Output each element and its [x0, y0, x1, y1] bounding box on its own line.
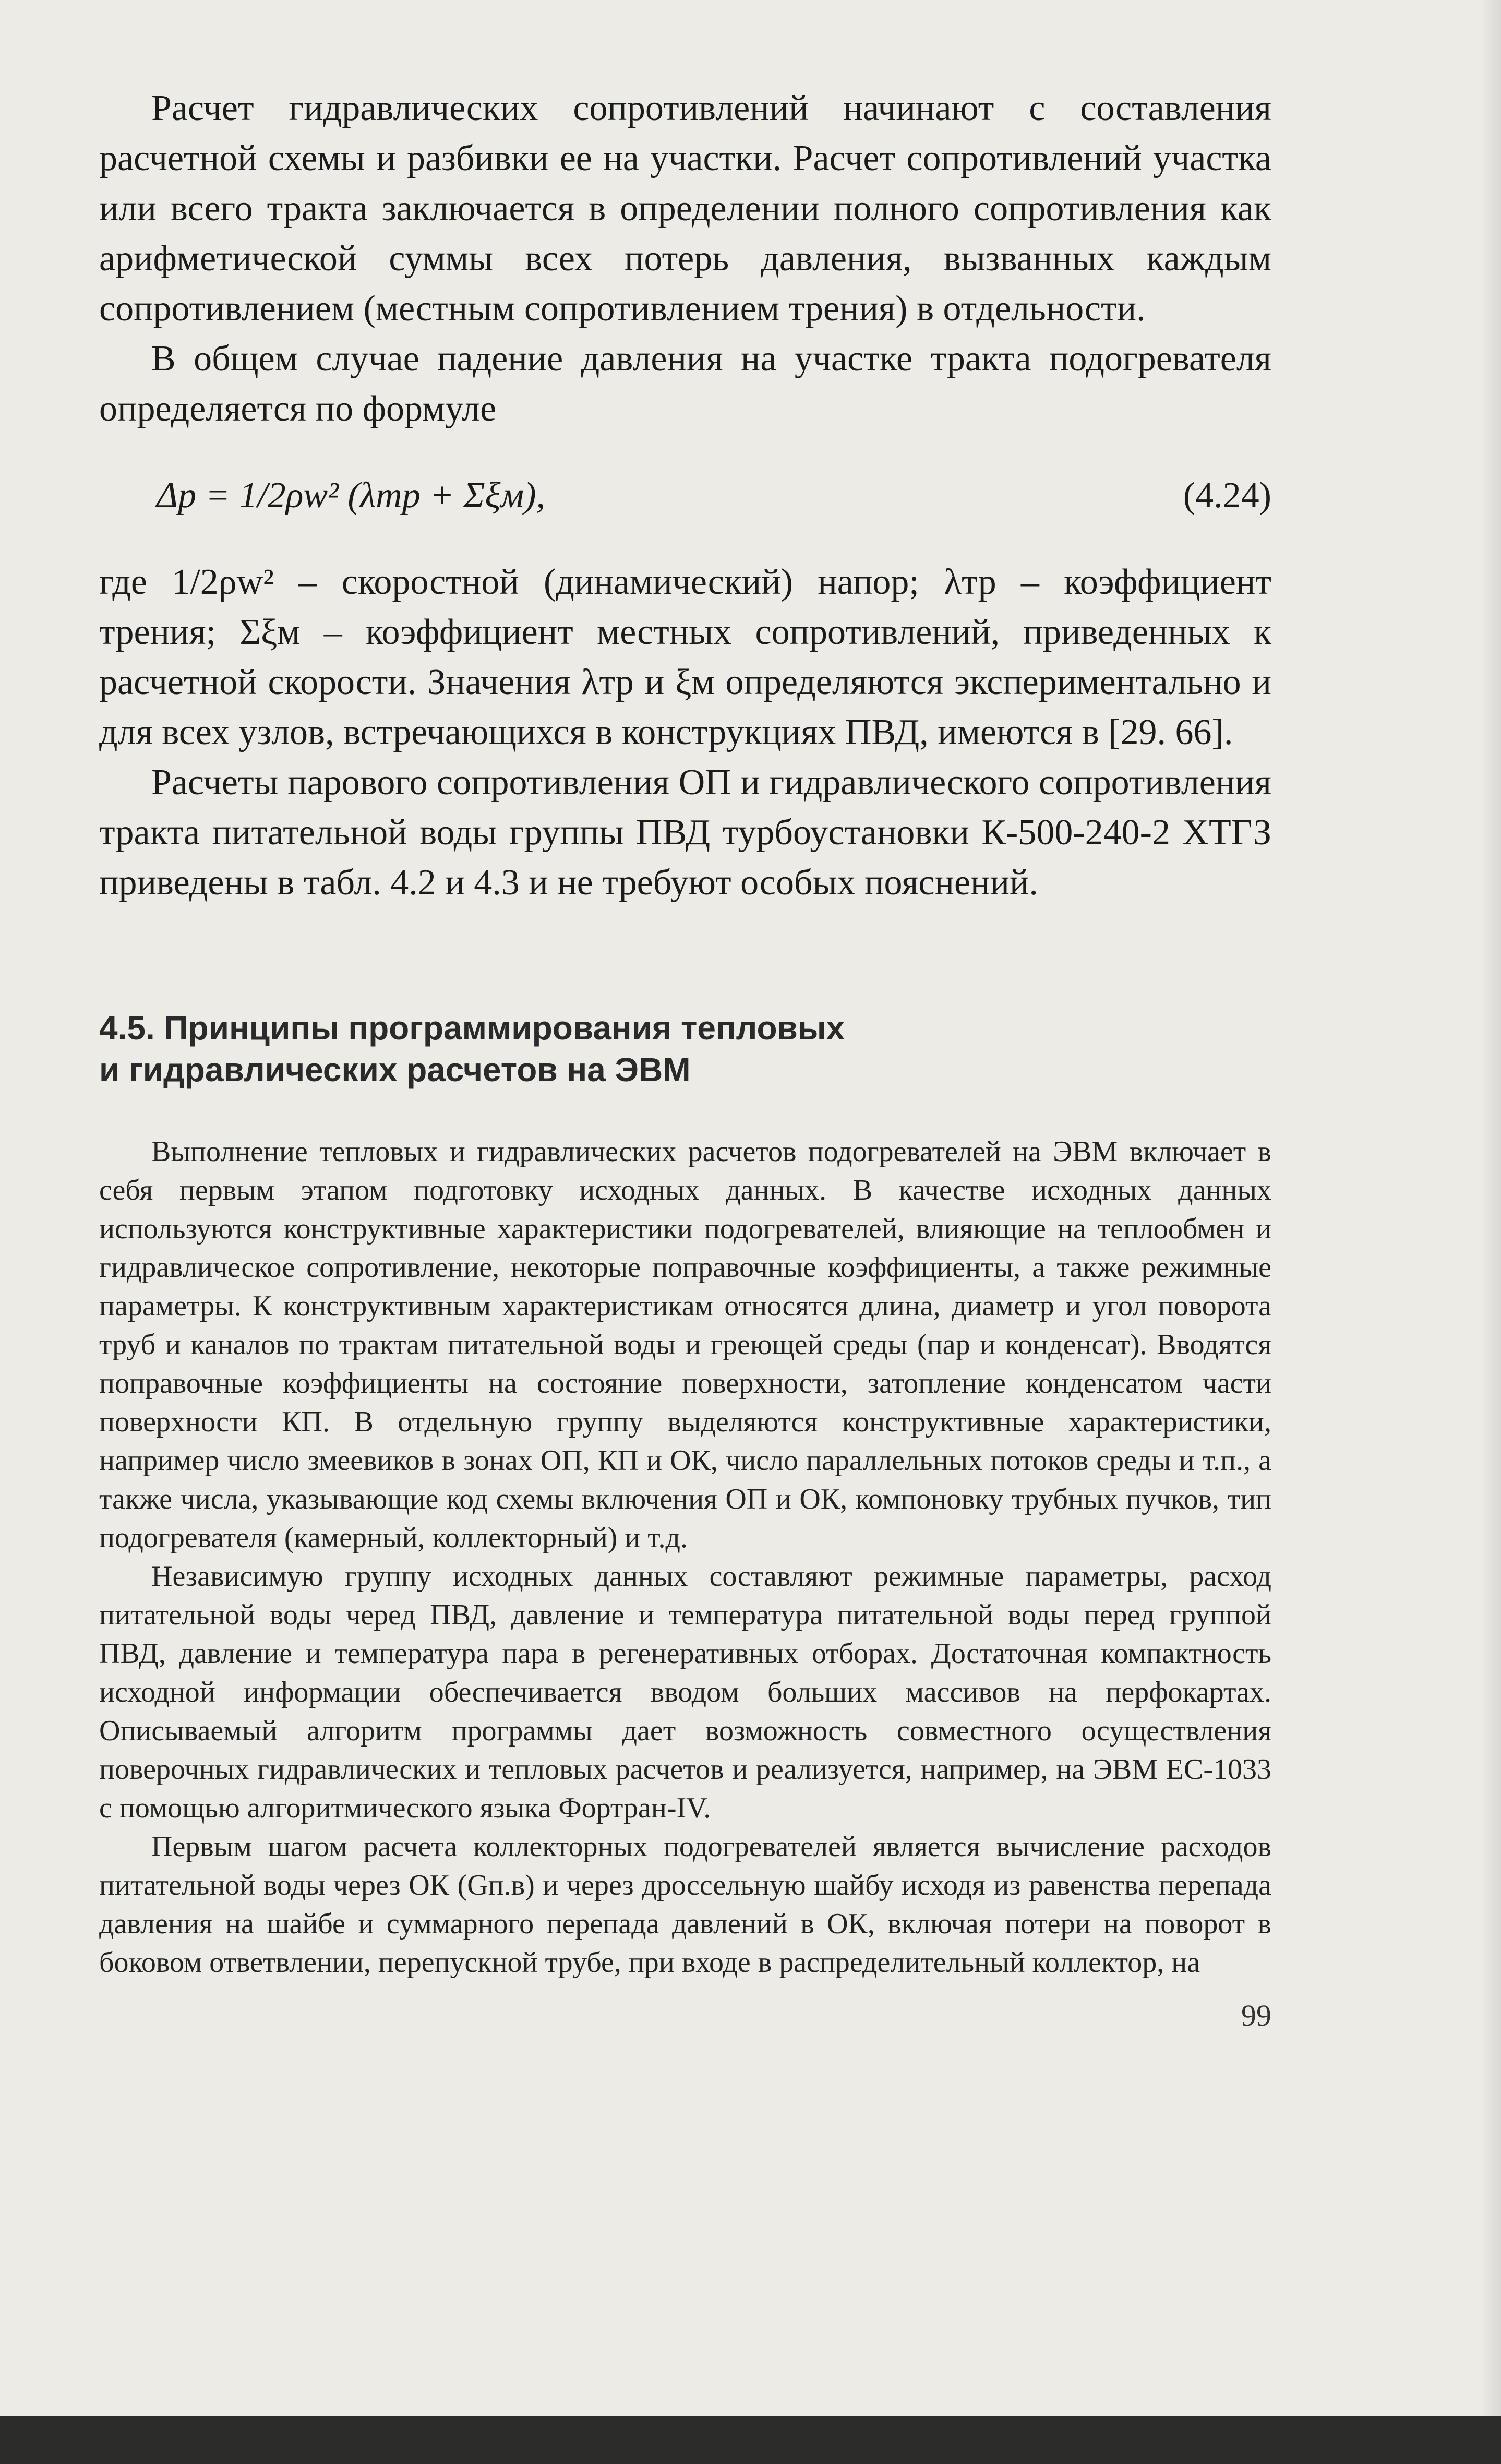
section-heading-line-2: и гидравлических расчетов на ЭВМ [99, 1051, 691, 1089]
paragraph-intro: Расчет гидравлических сопротивлений начинают с составления расчетной схемы и разбивки ее на участки. Расчет сопротивлений участка или всего тракта заключается в определении полного сопротивления как арифметической суммы всех потерь давления, вызванных каждым сопротивлением (местным сопротивлением трения) в отдельности. [99, 88, 1271, 329]
text-column [99, 83, 1271, 2034]
scan-dark-edge [0, 2416, 1501, 2464]
page-number: 99 [1241, 1999, 1271, 2032]
section-heading-line-1: 4.5. Принципы программирования тепловых [99, 1009, 845, 1047]
formula-4-24 [99, 471, 1271, 521]
formula-expression: Δp = 1/2ρw² (λтр + Σξм), [157, 475, 546, 516]
paragraph-execution: Выполнение тепловых и гидравлических расчетов подогревателей на ЭВМ включает в себя первым этапом подготовку исходных данных. В качестве исходных данных используются конструктивные характеристики подогревателей, влияющие на теплообмен и гидравлическое сопротивление, некоторые поправочные коэффициенты, а также режимные параметры. К конструктивным характеристикам относятся длина, диаметр и угол поворота труб и каналов по трактам питательной воды и греющей среды (пар и конденсат). Вводятся поправочные коэффициенты на состояние поверхности, затопление конденсатом части поверхности КП. В отдельную группу выделяются конструктивные характеристики, например число змеевиков в зонах ОП, КП и ОК, число параллельных потоков среды и т.п., а также числа, указывающие код схемы включения ОП и ОК, компоновку трубных пучков, тип подогревателя (камерный, коллекторный) и т.д. [99, 1135, 1271, 1554]
paragraph-calculations: Расчеты парового сопротивления ОП и гидравлического сопротивления тракта питательной воды группы ПВД турбоустановки К-500-240-2 ХТГЗ приведены в табл. 4.2 и 4.3 и не требуют особых пояснений. [99, 762, 1271, 903]
equation-number: (4.24) [1183, 475, 1271, 516]
paragraph-independent-group: Независимую группу исходных данных составляют режимные параметры, расход питательной воды черед ПВД, давление и температура питательной воды перед группой ПВД, давление и температура пара в регенеративных отборах. Достаточная компактность исходной информации обеспечивается вводом больших массивов на перфокартах. Описываемый алгоритм программы дает возможность совместного осуществления поверочных гидравлических и тепловых расчетов и реализуется, например, на ЭВМ ЕС-1033 с помощью алгоритмического языка Фортран-IV. [99, 1560, 1271, 1824]
paragraph-first-step: Первым шагом расчета коллекторных подогревателей является вычисление расходов питательной воды через ОК (Gп.в) и через дроссельную шайбу исходя из равенства перепада давления на шайбе и суммарного перепада давлений в ОК, включая потери на поворот в боковом ответвлении, перепускной трубе, при входе в распределительный коллектор, на [99, 1831, 1271, 1979]
section-heading [99, 1007, 1271, 1091]
paragraph-where: где 1/2ρw² – скоростной (динамический) напор; λтр – коэффициент трения; Σξм – коэффициент местных сопротивлений, приведенных к расчетной скорости. Значения λтр и ξм определяются экспериментально и для всех узлов, встречающихся в конструкциях ПВД, имеются в [29. 66]. [99, 562, 1271, 752]
paragraph-general-case: В общем случае падение давления на участке тракта подогревателя определяется по формуле [99, 339, 1271, 429]
